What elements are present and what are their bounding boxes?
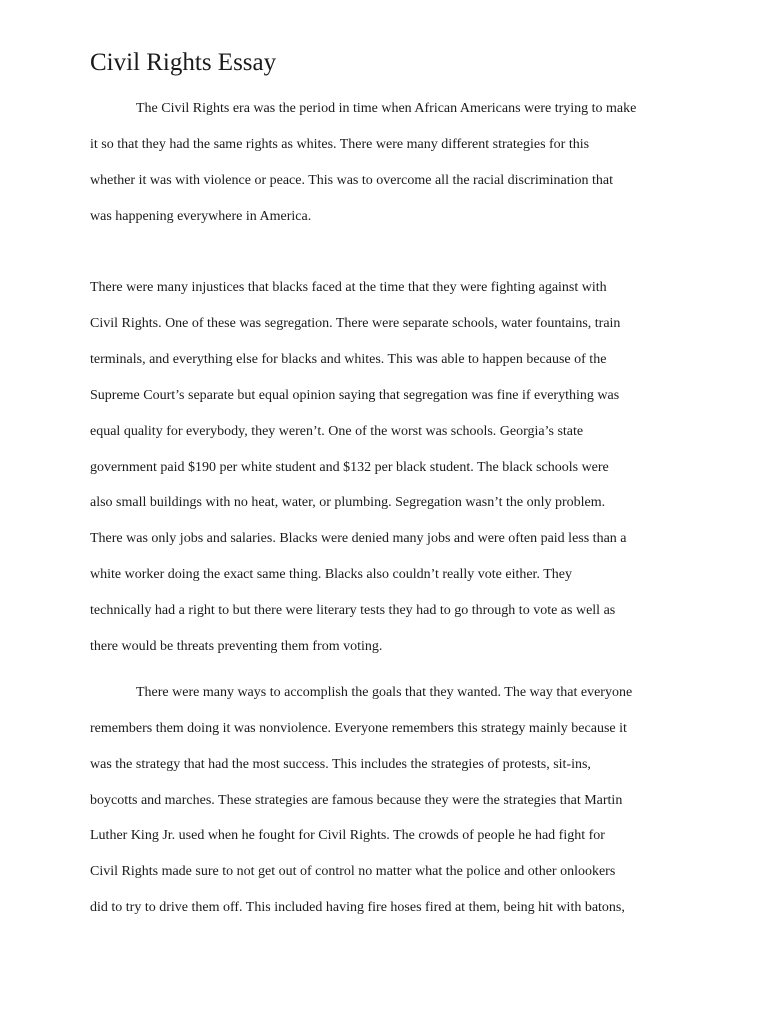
paragraph-line: boycotts and marches. These strategies are famous because they were the strategies that Martin bbox=[90, 792, 623, 808]
paragraph-line: was the strategy that had the most success. This includes the strategies of protests, sit-ins, bbox=[90, 756, 591, 772]
paragraph-line: Civil Rights. One of these was segregation. There were separate schools, water fountains, train bbox=[90, 315, 621, 331]
paragraph-line: government paid $190 per white student and $132 per black student. The black schools were bbox=[90, 459, 609, 475]
paragraph-line: There were many injustices that blacks faced at the time that they were fighting against with bbox=[90, 280, 607, 296]
paragraph-line: it so that they had the same rights as whites. There were many different strategies for this bbox=[90, 136, 590, 152]
paragraph-line: white worker doing the exact same thing. Blacks also couldn’t really vote either. They bbox=[90, 567, 572, 583]
paragraph-1 bbox=[90, 91, 686, 235]
paragraph-line: Supreme Court’s separate but equal opinion saying that segregation was fine if everything was bbox=[90, 387, 620, 403]
paragraph-2 bbox=[90, 270, 686, 665]
paragraph-spacer bbox=[90, 665, 686, 675]
paragraph-3 bbox=[90, 675, 686, 926]
paragraph-line: There was only jobs and salaries. Blacks were denied many jobs and were often paid less than a bbox=[90, 531, 627, 547]
paragraph-line: Civil Rights made sure to not get out of control no matter what the police and other onlookers bbox=[90, 864, 616, 880]
paragraph-line: was happening everywhere in America. bbox=[90, 208, 312, 224]
document-title: Civil Rights Essay bbox=[90, 49, 277, 76]
paragraph-line: There were many ways to accomplish the goals that they wanted. The way that everyone bbox=[136, 684, 633, 700]
paragraph-line: The Civil Rights era was the period in time when African Americans were trying to make bbox=[136, 101, 637, 116]
paragraph-line: technically had a right to but there were literary tests they had to go through to vote as well as bbox=[90, 603, 616, 619]
paragraph-line: remembers them doing it was nonviolence. Everyone remembers this strategy mainly because it bbox=[90, 720, 627, 736]
paragraph-line: also small buildings with no heat, water, or plumbing. Segregation wasn’t the only problem. bbox=[90, 495, 606, 511]
paragraph-line: terminals, and everything else for blacks and whites. This was able to happen because of the bbox=[90, 351, 607, 367]
paragraph-line: did to try to drive them off. This included having fire hoses fired at them, being hit with batons, bbox=[90, 900, 625, 916]
paragraph-line: Luther King Jr. used when he fought for Civil Rights. The crowds of people he had fight for bbox=[90, 828, 605, 844]
paragraph-line: there would be threats preventing them from voting. bbox=[90, 638, 383, 654]
paragraph-line: whether it was with violence or peace. This was to overcome all the racial discrimination that bbox=[90, 172, 614, 188]
paragraph-spacer bbox=[90, 235, 686, 271]
paragraph-line: equal quality for everybody, they weren’t. One of the worst was schools. Georgia’s state bbox=[90, 423, 584, 439]
